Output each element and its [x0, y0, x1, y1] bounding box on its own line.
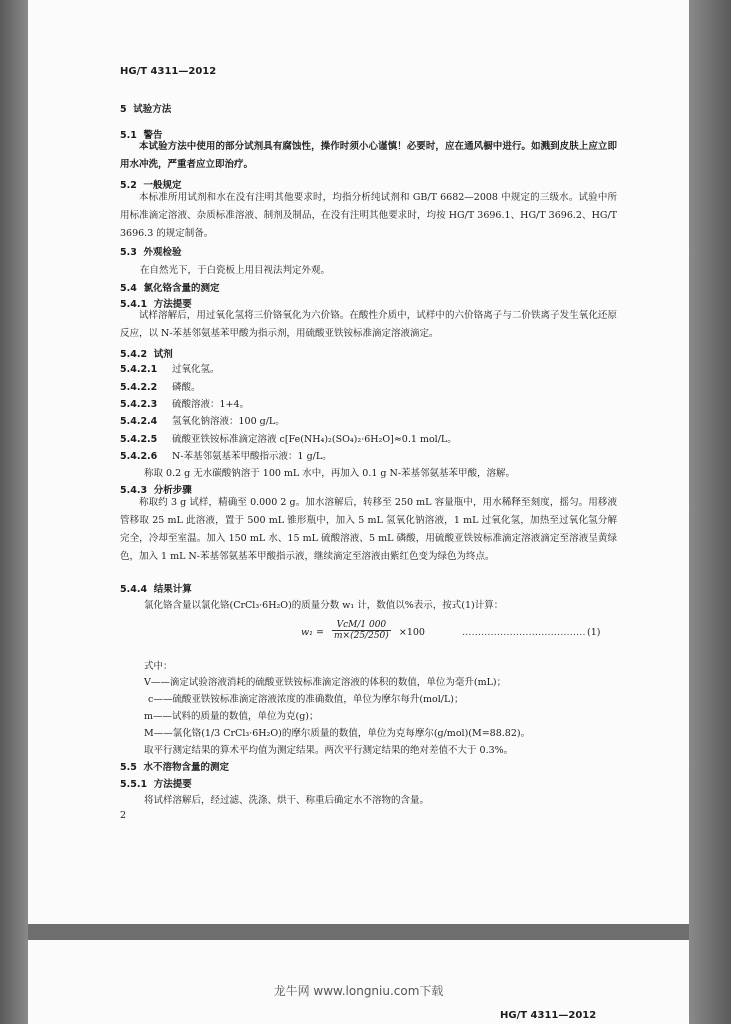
document-page: [28, 0, 689, 924]
formula-1: [301, 620, 425, 641]
formula-numerator: VcM/1 000: [332, 620, 391, 631]
standard-code-header: HG/T 4311—2012: [120, 66, 217, 77]
section-number: 5.4.3: [120, 485, 148, 496]
section-number: 5.2: [120, 180, 137, 191]
section-5-3-heading: [120, 244, 181, 258]
appearance-text: 在自然光下，于白瓷板上用目视法判定外观。: [140, 265, 331, 276]
site-watermark: 龙牛网 www.longniu.com下载: [273, 984, 444, 998]
reagent-item: [120, 448, 332, 462]
reagent-item: [120, 379, 201, 393]
reagent-number: 5.4.2.4: [120, 416, 158, 427]
section-number: 5.5.1: [120, 779, 148, 790]
reagent-item: [120, 431, 457, 445]
reagent-number: 5.4.2.6: [120, 451, 158, 462]
section-title: 警告: [143, 130, 163, 141]
section-5-5-heading: [120, 759, 229, 773]
reagent-number: 5.4.2.3: [120, 399, 158, 410]
section-number: 5.1: [120, 130, 137, 141]
section-5-heading: [120, 101, 171, 115]
section-title: 分析步骤: [153, 485, 192, 496]
warning-text: 本试验方法中使用的部分试剂具有腐蚀性，操作时须小心谨慎！必要时，应在通风橱中进行。如溅到皮肤上应立即用水冲洗，严重者应立即治疗。: [120, 141, 617, 170]
standard-code-header: HG/T 4311—2012: [500, 1010, 597, 1021]
formula-number: (1): [587, 627, 601, 638]
general-rules-text: 本标准所用试剂和水在没有注明其他要求时，均指分析纯试剂和 GB/T 6682—2008 中规定的三级水。试验中所用标准滴定溶液、杂质标准溶液、制剂及制品，在没有注明其他要求时，均按 HG/T 3696.1、HG/T 3696.2、HG/T 3696.3 的规定制备。: [120, 192, 617, 239]
section-number: 5: [120, 104, 127, 115]
variable-definition: c——硫酸亚铁铵标准滴定溶液浓度的准确数值，单位为摩尔每升(mol/L)；: [148, 694, 464, 705]
section-5-4-heading: [120, 280, 219, 294]
reagent-text: 硫酸亚铁铵标准滴定溶液 c[Fe(NH₄)₂(SO₄)₂·6H₂O]≈0.1 mol/L。: [172, 434, 457, 445]
section-number: 5.4.2: [120, 349, 148, 360]
insoluble-summary-text: 将试样溶解后，经过滤、洗涤、烘干、称重后确定水不溶物的含量。: [144, 795, 430, 806]
reagent-item: [120, 361, 220, 375]
next-document-page: [28, 940, 689, 1024]
reagent-text: 过氧化氢。: [172, 364, 220, 375]
section-title: 方法提要: [153, 299, 192, 310]
reagent-number: 5.4.2.1: [120, 364, 158, 375]
reagent-number: 5.4.2.5: [120, 434, 158, 445]
where-label: 式中：: [144, 661, 173, 672]
section-5-4-2-heading: [120, 346, 173, 360]
page-number: 2: [120, 810, 127, 821]
section-number: 5.5: [120, 762, 137, 773]
viewer-background-left: [0, 0, 28, 1024]
section-number: 5.4.1: [120, 299, 148, 310]
reagent-text: 硫酸溶液：1+4。: [172, 399, 250, 410]
viewer-background-right: [689, 0, 731, 1024]
calculation-intro-text: 氯化铬含量以氯化铬(CrCl₃·6H₂O)的质量分数 w₁ 计，数值以%表示，按式(1)计算：: [144, 600, 504, 611]
reagent-text: 氢氧化钠溶液：100 g/L。: [172, 416, 285, 427]
variable-definition: M——氯化铬(1/3 CrCl₃·6H₂O)的摩尔质量的数值，单位为克每摩尔(g/mol)(M=88.82)。: [144, 728, 531, 739]
section-title: 试验方法: [133, 104, 172, 115]
reagent-item: [120, 396, 249, 410]
section-number: 5.4.4: [120, 584, 148, 595]
section-title: 方法提要: [153, 779, 192, 790]
section-title: 结果计算: [153, 584, 192, 595]
section-number: 5.4: [120, 283, 137, 294]
section-title: 水不溶物含量的测定: [143, 762, 229, 773]
section-title: 外观检验: [143, 247, 182, 258]
reagent-text: N-苯基邻氨基苯甲酸指示液：1 g/L。: [172, 451, 332, 462]
section-title: 试剂: [153, 349, 173, 360]
indicator-preparation-text: 称取 0.2 g 无水碳酸钠溶于 100 mL 水中，再加入 0.1 g N-苯基邻氨基苯甲酸，溶解。: [144, 468, 516, 479]
formula-multiplier: ×100: [398, 627, 425, 638]
formula-fraction: [332, 620, 391, 641]
reagent-item: [120, 413, 285, 427]
result-note-text: 取平行测定结果的算术平均值为测定结果。两次平行测定结果的绝对差值不大于 0.3%。: [144, 745, 514, 756]
reagent-text: 磷酸。: [172, 382, 201, 393]
formula-leader-dots: …………………………………: [462, 627, 586, 638]
section-title: 一般规定: [143, 180, 182, 191]
section-5-5-1-heading: [120, 776, 192, 790]
method-summary-text: 试样溶解后，用过氧化氢将三价铬氧化为六价铬。在酸性介质中，试样中的六价铬离子与二价铁离子发生氧化还原反应，以 N-苯基邻氨基苯甲酸为指示剂，用硫酸亚铁铵标准滴定溶液滴定。: [120, 310, 617, 339]
formula-lhs: w₁ =: [301, 627, 324, 638]
section-number: 5.3: [120, 247, 137, 258]
section-5-4-4-heading: [120, 581, 192, 595]
variable-definition: V——滴定试验溶液消耗的硫酸亚铁铵标准滴定溶液的体积的数值，单位为毫升(mL)；: [144, 677, 507, 688]
analysis-procedure-text: 称取约 3 g 试样，精确至 0.000 2 g。加水溶解后，转移至 250 mL 容量瓶中，用水稀释至刻度，摇匀。用移液管移取 25 mL 此溶液，置于 500 mL 锥形瓶中，加入 5 mL 氢氧化钠溶液，1 mL 过氧化氢，加热至过氧化氢分解完全，冷却至室温。加入 150 mL 水、15 mL 硫酸溶液、5 mL 磷酸，用硫酸亚铁铵标准滴定溶液滴定至溶液呈黄绿色，加入 1 mL N-苯基邻氨基苯甲酸指示液，继续滴定至溶液由紫红色变为绿色为终点。: [120, 497, 617, 562]
reagent-number: 5.4.2.2: [120, 382, 158, 393]
formula-denominator: m×(25/250): [334, 631, 389, 641]
section-title: 氯化铬含量的测定: [143, 283, 220, 294]
variable-definition: m——试料的质量的数值，单位为克(g)；: [144, 711, 319, 722]
